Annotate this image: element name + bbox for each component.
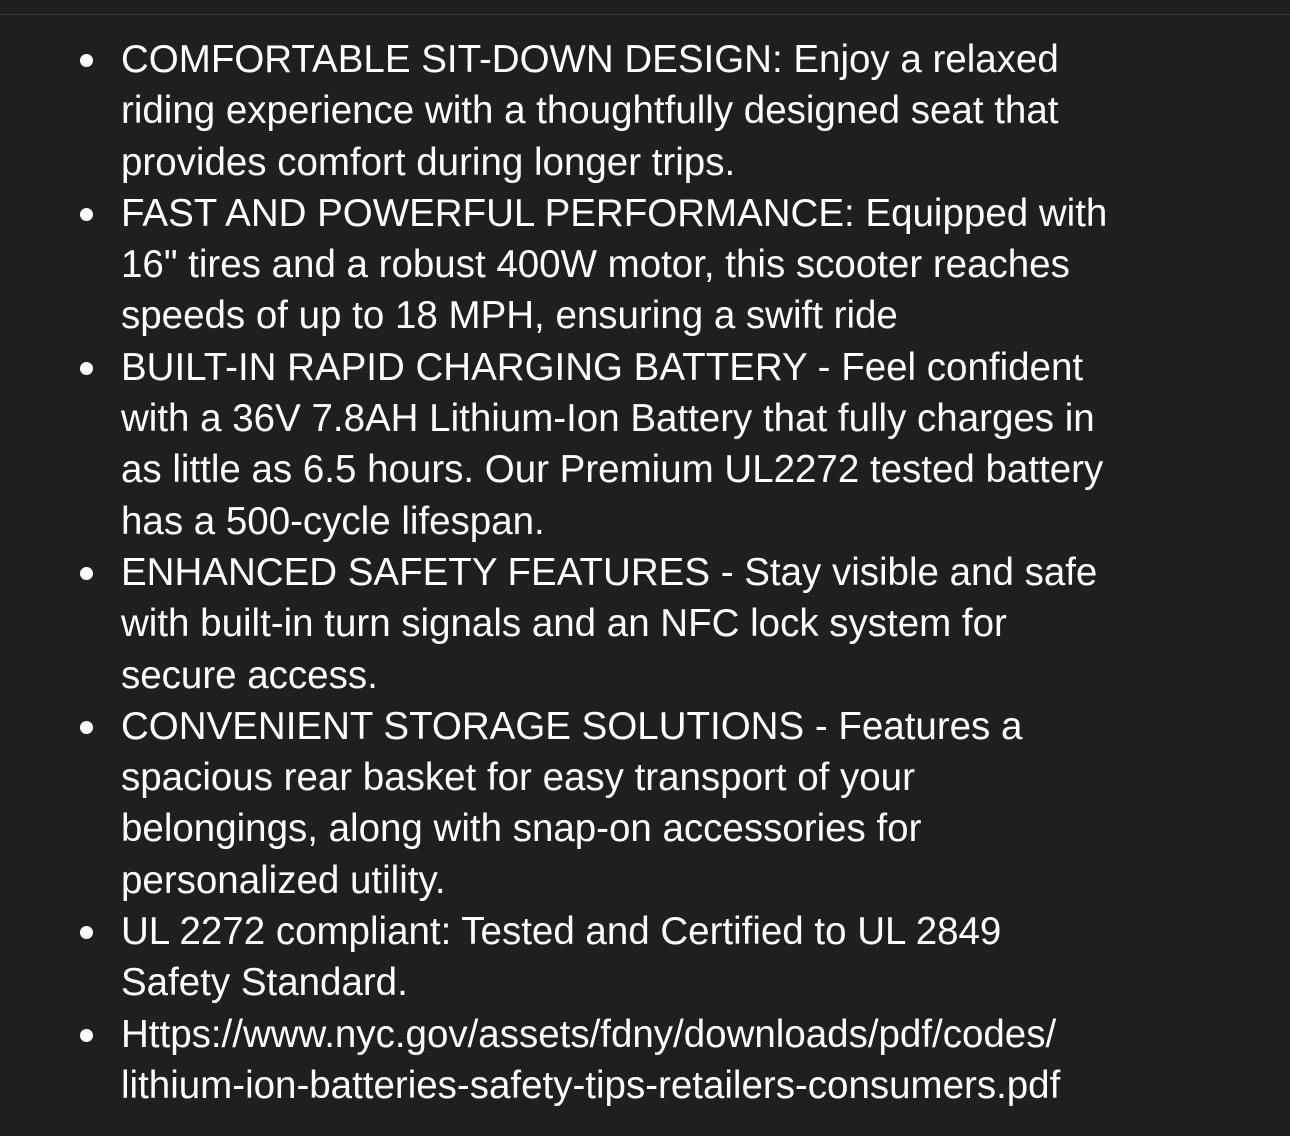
list-item-text: UL 2272 compliant: Tested and Certified to UL 2849 Safety Standard.	[121, 910, 1002, 1005]
list-item-fdny-link	[0, 1009, 1290, 1112]
list-item-text: BUILT-IN RAPID CHARGING BATTERY - Feel confident with a 36V 7.8AH Lithium-Ion Battery that fully charges in as little as 6.5 hours. Our Premium UL2272 tested battery has a 500-cycle lifespan.	[121, 345, 1104, 543]
list-item-text: ENHANCED SAFETY FEATURES - Stay visible and safe with built-in turn signals and an NFC lock system for secure access.	[121, 550, 1098, 697]
list-item-text: Https://www.nyc.gov/assets/fdny/downloads/pdf/codes/ lithium-ion-batteries-safety-tips-retailers-consumers.pdf	[121, 1012, 1061, 1107]
list-item-text: CONVENIENT STORAGE SOLUTIONS - Features a spacious rear basket for easy transport of your belongings, along with snap-on accessories for personalized utility.	[121, 704, 1023, 902]
feature-bullet-list	[0, 34, 1290, 1111]
list-item-safety-features	[0, 547, 1290, 701]
bullet-icon	[80, 926, 93, 939]
bullet-icon	[80, 567, 93, 580]
list-item-battery	[0, 342, 1290, 547]
list-item-ul-compliance	[0, 906, 1290, 1009]
bullet-icon	[80, 54, 93, 67]
bullet-icon	[80, 1029, 93, 1042]
bullet-icon	[80, 721, 93, 734]
bullet-icon	[80, 362, 93, 375]
list-item-comfortable-design	[0, 34, 1290, 188]
top-divider	[0, 14, 1290, 15]
list-item-text: FAST AND POWERFUL PERFORMANCE: Equipped with 16" tires and a robust 400W motor, this scooter reaches speeds of up to 18 MPH, ensuring a swift ride	[121, 191, 1108, 338]
bullet-icon	[80, 208, 93, 221]
list-item-performance	[0, 188, 1290, 342]
list-item-storage	[0, 701, 1290, 906]
list-item-text: COMFORTABLE SIT-DOWN DESIGN: Enjoy a relaxed riding experience with a thoughtfully designed seat that provides comfort during longer trips.	[121, 38, 1059, 184]
